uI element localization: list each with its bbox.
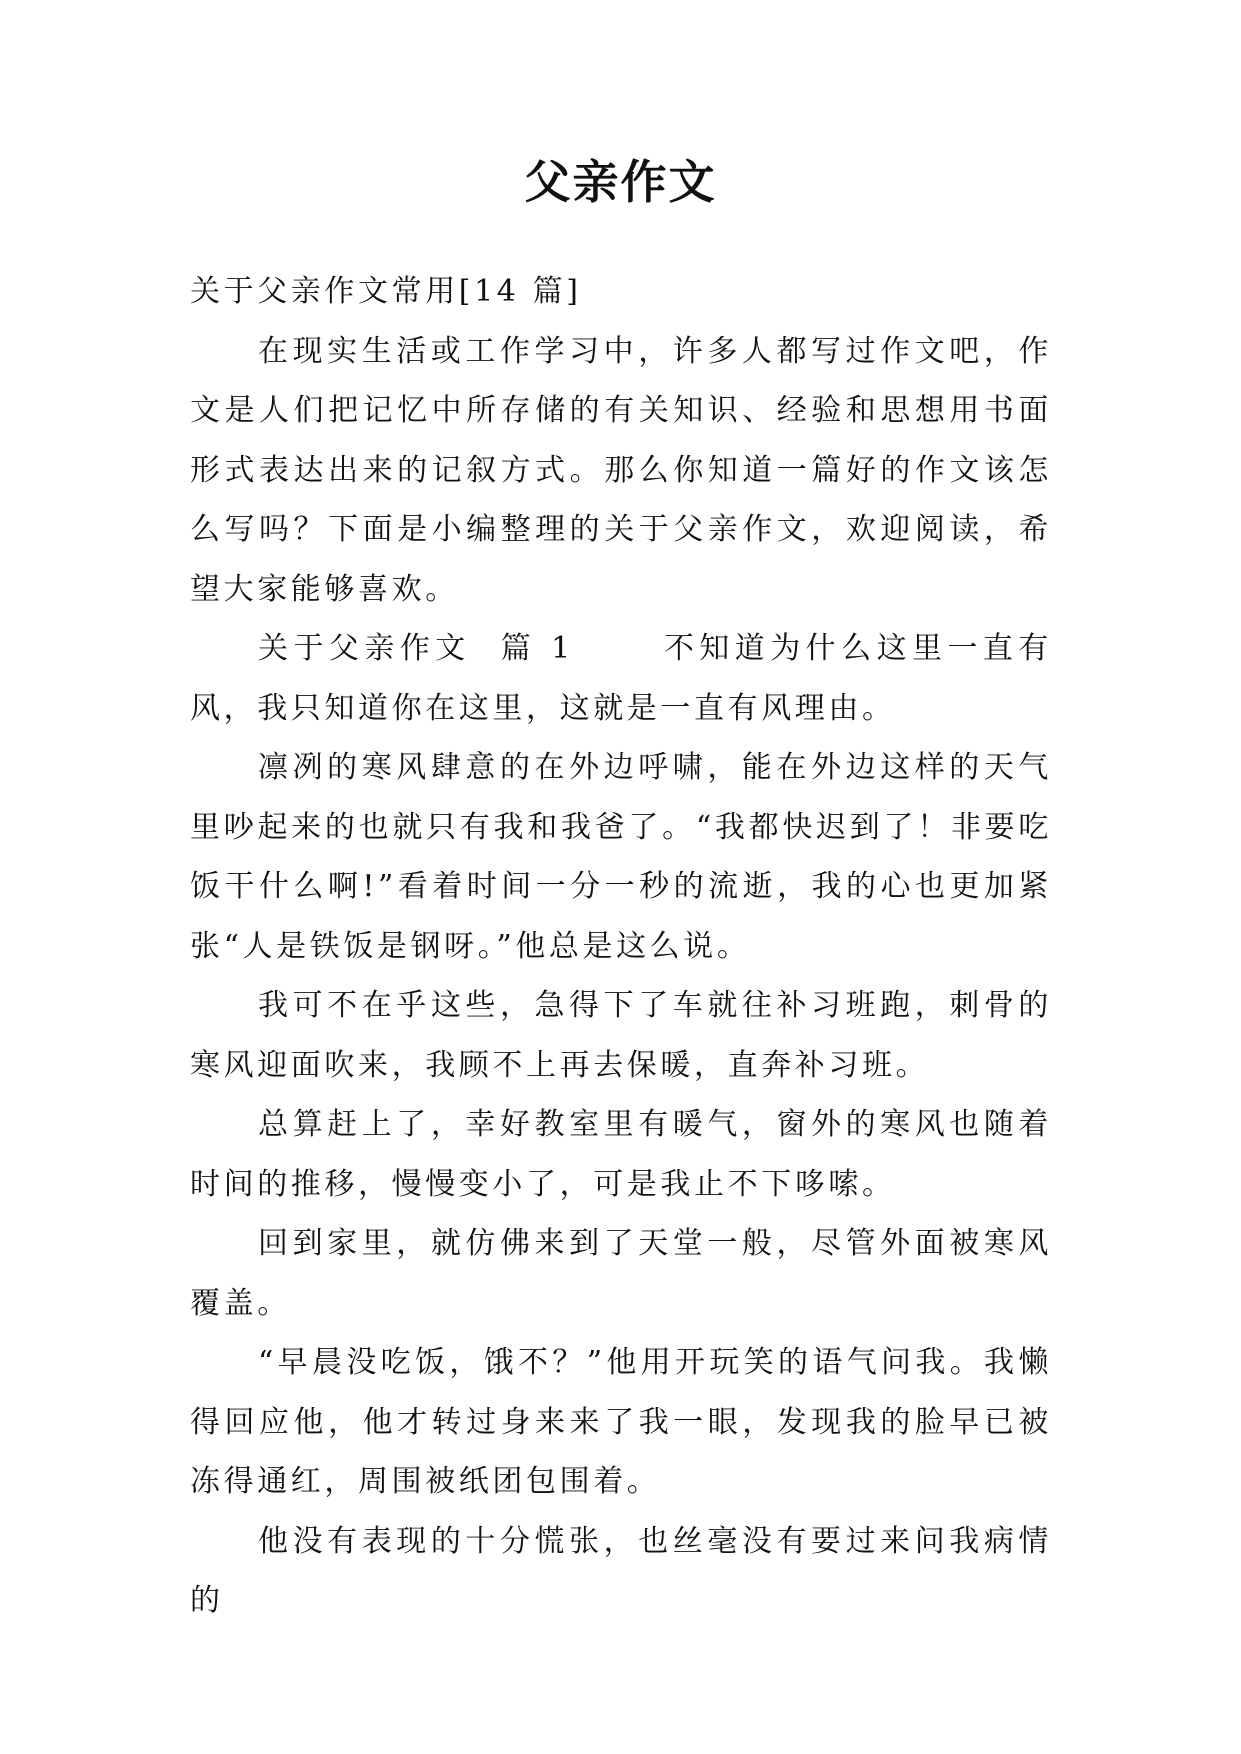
document-title: 父亲作文 (524, 155, 717, 209)
paragraph: “早晨没吃饭，饿不？”他用开玩笑的语气问我。我懒得回应他，他才转过身来来了我一眼，发现我的脸早已被冻得通红，周围被纸团包围着。 (190, 1345, 1052, 1499)
document-body (190, 262, 1052, 1631)
paragraph: 凛冽的寒风肆意的在外边呼啸，能在外边这样的天气里吵起来的也就只有我和我爸了。“我都快迟到了！非要吃饭干什么啊!”看着时间一分一秒的流逝，我的心也更加紧张“人是铁饭是钢呀。”他总是这么说。 (190, 750, 1052, 964)
paragraph-intro: 在现实生活或工作学习中，许多人都写过作文吧，作文是人们把记忆中所存储的有关知识、经验和思想用书面形式表达出来的记叙方式。那么你知道一篇好的作文该怎么写吗？下面是小编整理的关于父亲作文，欢迎阅读，希望大家能够喜欢。 (190, 333, 1052, 607)
paragraph: 总算赶上了，幸好教室里有暖气，窗外的寒风也随着时间的推移，慢慢变小了，可是我止不下哆嗦。 (190, 1107, 1052, 1202)
paragraph: 回到家里，就仿佛来到了天堂一般，尽管外面被寒风覆盖。 (190, 1226, 1052, 1321)
paragraph-essay-1-heading: 关于父亲作文 篇 1 不知道为什么这里一直有风，我只知道你在这里，这就是一直有风理由。 (190, 631, 1052, 726)
paragraph: 他没有表现的十分慌张，也丝毫没有要过来问我病情的 (190, 1523, 1052, 1618)
paragraph: 我可不在乎这些，急得下了车就往补习班跑，刺骨的寒风迎面吹来，我顾不上再去保暖，直奔补习班。 (190, 988, 1052, 1083)
document-subtitle: 关于父亲作文常用[14 篇] (190, 274, 582, 309)
